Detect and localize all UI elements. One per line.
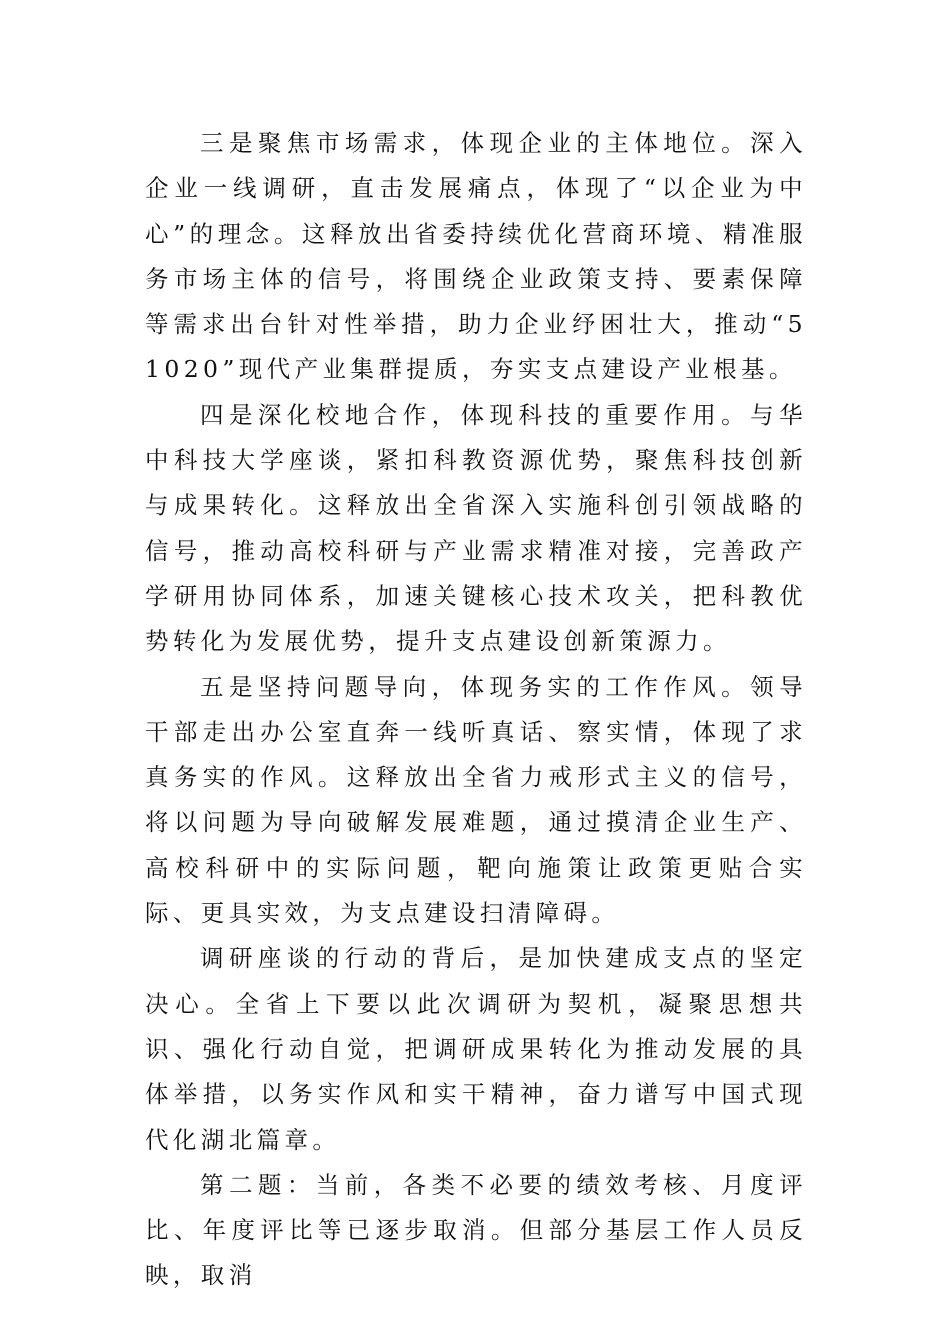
paragraph-three-market-demand: 三是聚焦市场需求，体现企业的主体地位。深入企业一线调研，直击发展痛点，体现了“以企业为中心”的理念。这释放出省委持续优化营商环境、精准服务市场主体的信号，将围绕企业政策支持、要素保障等需求出台针对性举措，助力企业纾困壮大，推动“51020”现代产业集群提质，夯实支点建设产业根基。 <box>145 129 807 384</box>
paragraph-five-problem-oriented: 五是坚持问题导向，体现务实的工作作风。领导干部走出办公室直奔一线听真话、察实情，体现了求真务实的作风。这释放出全省力戒形式主义的信号，将以问题为导向破解发展难题，通过摸清企业生产、高校科研中的实际问题，靶向施策让政策更贴合实际、更具实效，为支点建设扫清障碍。 <box>145 672 807 928</box>
document-body <box>145 121 807 1299</box>
paragraph-four-school-local-cooperation: 四是深化校地合作，体现科技的重要作用。与华中科技大学座谈，紧扣科教资源优势，聚焦科技创新与成果转化。这释放出全省深入实施科创引领战略的信号，推动高校科研与产业需求精准对接，完善政产学研用协同体系，加速关键核心技术攻关，把科教优势转化为发展优势，提升支点建设创新策源力。 <box>145 400 807 656</box>
paragraph-conclusion: 调研座谈的行动的背后，是加快建成支点的坚定决心。全省上下要以此次调研为契机，凝聚思想共识、强化行动自觉，把调研成果转化为推动发展的具体举措，以务实作风和实干精神，奋力谱写中国式现代化湖北篇章。 <box>145 944 807 1154</box>
paragraph-second-question: 第二题：当前，各类不必要的绩效考核、月度评比、年度评比等已逐步取消。但部分基层工作人员反映，取消 <box>145 1170 807 1290</box>
